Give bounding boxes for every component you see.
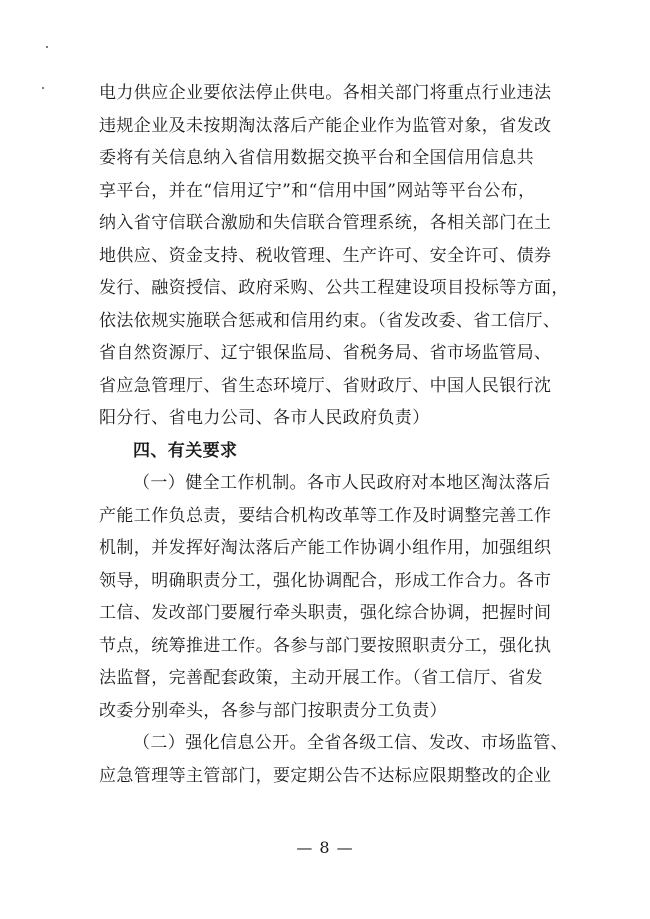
text-line: 改委分别牵头，各参与部门按职责分工负责） <box>99 700 447 721</box>
scan-speck <box>42 87 44 89</box>
text-line: 法监督，完善配套政策，主动开展工作。（省工信厅、省发 <box>99 668 543 688</box>
text-line: 工信、发改部门要履行牵头职责，强化综合协调，把握时间 <box>99 603 552 623</box>
text-line: 享平台，并在“信用辽宁”和“信用中国”网站等平台公布， <box>99 180 536 201</box>
text-line: 纳入省守信联合激励和失信联合管理系统，各相关部门在土 <box>99 213 552 233</box>
document-body <box>99 77 569 792</box>
page-number: — 8 — <box>296 838 354 857</box>
text-line: 依法依规实施联合惩戒和信用约束。（省发改委、省工信厅、 <box>99 310 561 331</box>
text-line: （一）健全工作机制。各市人民政府对本地区淘汰落后 <box>133 473 551 493</box>
text-line: 违规企业及未按期淘汰落后产能企业作为监管对象，省发改 <box>99 115 552 136</box>
text-line: 省应急管理厅、省生态环境厅、省财政厅、中国人民银行沈 <box>99 375 552 396</box>
text-line: 电力供应企业要依法停止供电。各相关部门将重点行业违法 <box>99 83 552 103</box>
text-line: 领导，明确职责分工，强化协调配合，形成工作合力。各市 <box>99 570 552 591</box>
text-line: 应急管理等主管部门，要定期公告不达标应限期整改的企业 <box>99 765 552 786</box>
text-line: 省自然资源厅、辽宁银保监局、省税务局、省市场监管局、 <box>99 343 552 363</box>
section-heading: 四、有关要求 <box>133 440 238 461</box>
text-line: 产能工作负总责，要结合机构改革等工作及时调整完善工作 <box>99 505 552 526</box>
text-line: 节点，统筹推进工作。各参与部门要按照职责分工，强化执 <box>99 635 552 656</box>
text-line: 机制，并发挥好淘汰落后产能工作协调小组作用，加强组织 <box>99 538 552 558</box>
text-line: （二）强化信息公开。全省各级工信、发改、市场监管、 <box>133 733 568 753</box>
text-line: 地供应、资金支持、税收管理、生产许可、安全许可、债券 <box>99 245 552 266</box>
scan-speck <box>46 46 48 48</box>
text-line: 发行、融资授信、政府采购、公共工程建设项目投标等方面， <box>99 278 569 298</box>
text-line: 阳分行、省电力公司、各市人民政府负责） <box>99 408 430 428</box>
text-line: 委将有关信息纳入省信用数据交换平台和全国信用信息共 <box>99 148 534 168</box>
